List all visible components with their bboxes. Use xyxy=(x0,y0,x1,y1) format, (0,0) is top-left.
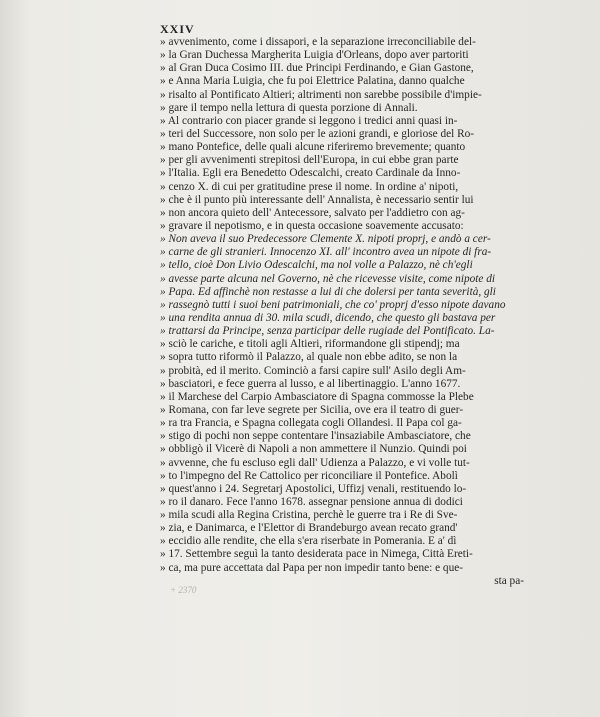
text-line: » la Gran Duchessa Margherita Luigia d'Orleans, dopo aver partoriti xyxy=(160,49,469,62)
text-line: » stigo di pochi non seppe contentare l'insaziabile Ambasciatore, che xyxy=(160,430,471,443)
text-line: » sciò le cariche, e titoli agli Altieri, riformandone gli stipendj; ma xyxy=(160,338,460,351)
text-line: » gravare il nepotismo, e in questa occasione soavemente accusato: xyxy=(160,219,464,232)
text-line: » avvenne, che fu escluso egli dall' Udienza a Palazzo, e vi volle tut- xyxy=(160,456,470,469)
text-line: » gare il tempo nella lettura di questa porzione di Annali. xyxy=(160,101,418,114)
text-line: » al Gran Duca Cosimo III. due Principi Ferdinando, e Gian Gastone, xyxy=(160,62,474,75)
text-line: » teri del Successore, non solo per le azioni grandi, e gloriose del Ro- xyxy=(160,127,475,140)
text-line: » ro il danaro. Fece l'anno 1678. assegnar pensione annua di dodici xyxy=(160,495,463,508)
text-line: » obbligò il Vicerè di Napoli a non ammettere il Nunzio. Quindi poi xyxy=(160,443,467,456)
text-line: » trattarsi da Principe, senza participar delle rugiade del Pontificato. La- xyxy=(160,325,495,338)
text-line: » il Marchese del Carpio Ambasciatore di Spagna commosse la Plebe xyxy=(160,390,474,403)
text-line: » carne de gli stranieri. Innocenzo XI. all' incontro avea un nipote di fra- xyxy=(160,246,492,259)
text-line: » ra tra Francia, e Spagna collegata cogli Ollandesi. Il Papa col ga- xyxy=(160,417,462,430)
text-line: » risalto al Pontificato Altieri; altrimenti non sarebbe possibile d'impie- xyxy=(160,88,482,101)
text-line: sta pa- xyxy=(494,574,524,587)
text-line: » non ancora quieto dell' Antecessore, salvato per l'addietro con ag- xyxy=(160,206,465,219)
text-line: » quest'anno i 24. Segretarj Apostolici, Uffizj venali, restituendo lo- xyxy=(160,482,467,495)
body-text xyxy=(160,36,532,588)
text-line: » cenzo X. di cui per gratitudine prese il nome. In ordine a' nipoti, xyxy=(160,180,459,193)
text-line: » avvenimento, come i dissapori, e la separazione irreconciliabile del- xyxy=(160,36,476,48)
text-line: » Romana, con far leve segrete per Sicilia, ove era il teatro di guer- xyxy=(160,403,464,416)
text-line: » l'Italia. Egli era Benedetto Odescalchi, creato Cardinale da Inno- xyxy=(160,167,461,180)
text-line: » mila scudi alla Regina Cristina, perchè le guerre tra i Re di Sve- xyxy=(160,509,458,522)
text-line: » eccidio alle rendite, che ella s'era riserbate in Pomerania. E a' dì xyxy=(160,535,457,548)
text-line: » ca, ma pure accettata dal Papa per non impedir tanto bene: e que- xyxy=(160,561,463,574)
text-line: » Al contrario con piacer grande si leggono i tredici anni quasi in- xyxy=(160,114,458,127)
text-line: » mano Pontefice, delle quali alcune riferiremo brevemente; quanto xyxy=(160,141,466,154)
text-line: » Non aveva il suo Predecessore Clemente X. nipoti proprj, e andò a cer- xyxy=(160,233,491,246)
text-line: » tello, cioè Don Livio Odescalchi, ma nol volle a Palazzo, nè ch'egli xyxy=(160,259,473,272)
text-line: » sopra tutto riformò il Palazzo, al quale non ebbe adito, se non la xyxy=(160,351,458,364)
text-line: » rassegnò tutti i suoi beni patrimoniali, che co' proprj d'esso nipote davano xyxy=(160,298,506,311)
text-line: » Papa. Ed affinchè non restasse a lui di che dolersi per tanta severità, gli xyxy=(160,285,496,298)
text-line: » una rendita annua di 30. mila scudi, dicendo, che questo gli bastava per xyxy=(160,311,496,324)
text-line: » basciatori, e fece guerra al lusso, e al libertinaggio. L'anno 1677. xyxy=(160,377,461,390)
text-line: » to l'impegno del Re Cattolico per riconciliare il Pontefice. Abolì xyxy=(160,469,458,482)
text-line: » avesse parte alcuna nel Governo, nè che ricevesse visite, come nipote di xyxy=(160,272,496,285)
page-number: XXIV xyxy=(160,22,195,36)
handwritten-mark: + 2370 xyxy=(170,585,197,595)
text-line: » e Anna Maria Luigia, che fu poi Elettrice Palatina, danno qualche xyxy=(160,75,465,88)
text-line: » che è il punto più interessante dell' Annalista, è necessario sentir lui xyxy=(160,193,474,206)
text-line: » zia, e Danimarca, e l'Elettor di Brandeburgo avean recato grand' xyxy=(160,522,458,535)
text-line: » probità, ed il merito. Cominciò a farsi capire sull' Asilo degli Am- xyxy=(160,364,466,377)
text-line: » 17. Settembre seguì la tanto desiderata pace in Nimega, Città Ereti- xyxy=(160,548,473,561)
text-line: » per gli avvenimenti strepitosi dell'Europa, in cui ebbe gran parte xyxy=(160,154,459,167)
